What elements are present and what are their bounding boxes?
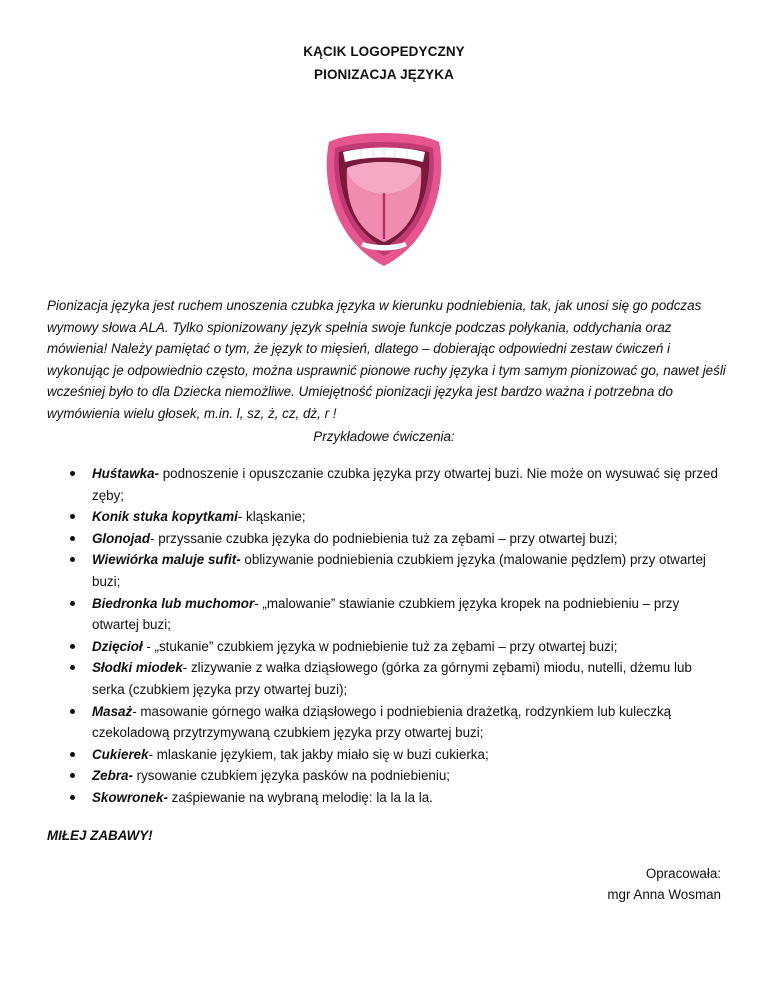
author-label: Opracowała: xyxy=(645,866,721,881)
exercise-term: Słodki miodek xyxy=(92,660,183,676)
exercises-heading: Przykładowe ćwiczenia: xyxy=(313,429,455,444)
list-item xyxy=(47,463,723,506)
exercise-desc: - mlaskanie językiem, tak jakby miało się w buzi cukierka; xyxy=(148,746,489,762)
list-item xyxy=(47,744,723,766)
exercise-term: Dzięcioł xyxy=(92,638,143,654)
exercise-term: Glonojad xyxy=(92,530,151,546)
open-mouth-tongue-icon xyxy=(323,120,445,268)
exercise-term: Skowronek- xyxy=(92,789,168,805)
exercise-desc: - zlizywanie z wałka dziąsłowego (górka za górnymi zębami) miodu, nutelli, dżemu lub serka (czubkiem języka przy otwartej buzi); xyxy=(92,660,692,697)
exercise-desc: podnoszenie i opuszczanie czubka języka przy otwartej buzi. Nie może on wysuwać się przed zęby; xyxy=(92,466,718,503)
exercise-term: Wiewiórka maluje sufit- xyxy=(92,552,241,568)
exercise-desc: - masowanie górnego wałka dziąsłowego i podniebienia drażetką, rodzynkiem lub kuleczką czekoladową przytrzymywaną czubkiem języka przy otwartej buzi; xyxy=(92,703,672,741)
exercise-term: Zebra- xyxy=(92,768,133,784)
exercise-desc: - „malowanie” stawianie czubkiem języka kropek na podniebieniu – przy otwartej buzi; xyxy=(92,595,680,633)
exercise-term: Konik stuka kopytkami xyxy=(92,509,238,525)
exercise-desc: oblizywanie podniebienia czubkiem języka (malowanie pędzlem) przy otwartej buzi; xyxy=(92,552,706,589)
exercise-term: Biedronka lub muchomor xyxy=(92,595,255,611)
list-item xyxy=(47,787,723,809)
document-title: KĄCIK LOGOPEDYCZNY xyxy=(303,44,465,59)
exercise-term: Huśtawka- xyxy=(92,466,159,481)
list-item xyxy=(47,657,723,700)
intro-paragraph: Pionizacja języka jest ruchem unoszenia czubka języka w kierunku podniebienia, tak, jak unosi się go podczas wymowy słowa ALA. Tylko spionizowany język spełnia swoje funkcje podczas połykania, oddychania oraz mówienia! Należy pamiętać o tym, że język to mięsień, dlatego – dobierając odpowiedni zestaw ćwiczeń i wykonując je odpowiednio często, można usprawnić pionowe ruchy języka i tym samym pionizować go, nawet jeśli wcześniej było to dla Dziecka niemożliwe. Umiejętność pionizacji języka jest bardzo ważna i potrzebna do wymówienia wielu głosek, m.in. l, sz, ż, cz, dż, r ! xyxy=(47,298,726,421)
exercise-term: Masaż xyxy=(92,703,133,719)
list-item xyxy=(47,549,723,592)
exercise-desc: - przyssanie czubka języka do podniebienia tuż za zębami – przy otwartej buzi; xyxy=(150,530,618,546)
list-item xyxy=(47,506,723,528)
list-item xyxy=(47,528,723,550)
author-name: mgr Anna Wosman xyxy=(607,887,721,902)
exercise-desc: rysowanie czubkiem języka pasków na podniebieniu; xyxy=(132,768,451,784)
exercise-desc: - kląskanie; xyxy=(237,509,306,525)
exercise-list xyxy=(47,463,723,809)
list-item xyxy=(47,765,723,787)
exercise-desc: zaśpiewanie na wybraną melodię: la la la la. xyxy=(167,789,433,805)
exercise-desc: - „stukanie” czubkiem języka w podniebienie tuż za zębami – przy otwartej buzi; xyxy=(142,638,618,654)
list-item xyxy=(47,593,723,636)
closing-text: MIŁEJ ZABAWY! xyxy=(47,828,153,843)
list-item xyxy=(47,636,723,658)
exercise-term: Cukierek xyxy=(92,746,149,762)
list-item xyxy=(47,701,723,744)
document-subtitle: PIONIZACJA JĘZYKA xyxy=(314,67,454,82)
